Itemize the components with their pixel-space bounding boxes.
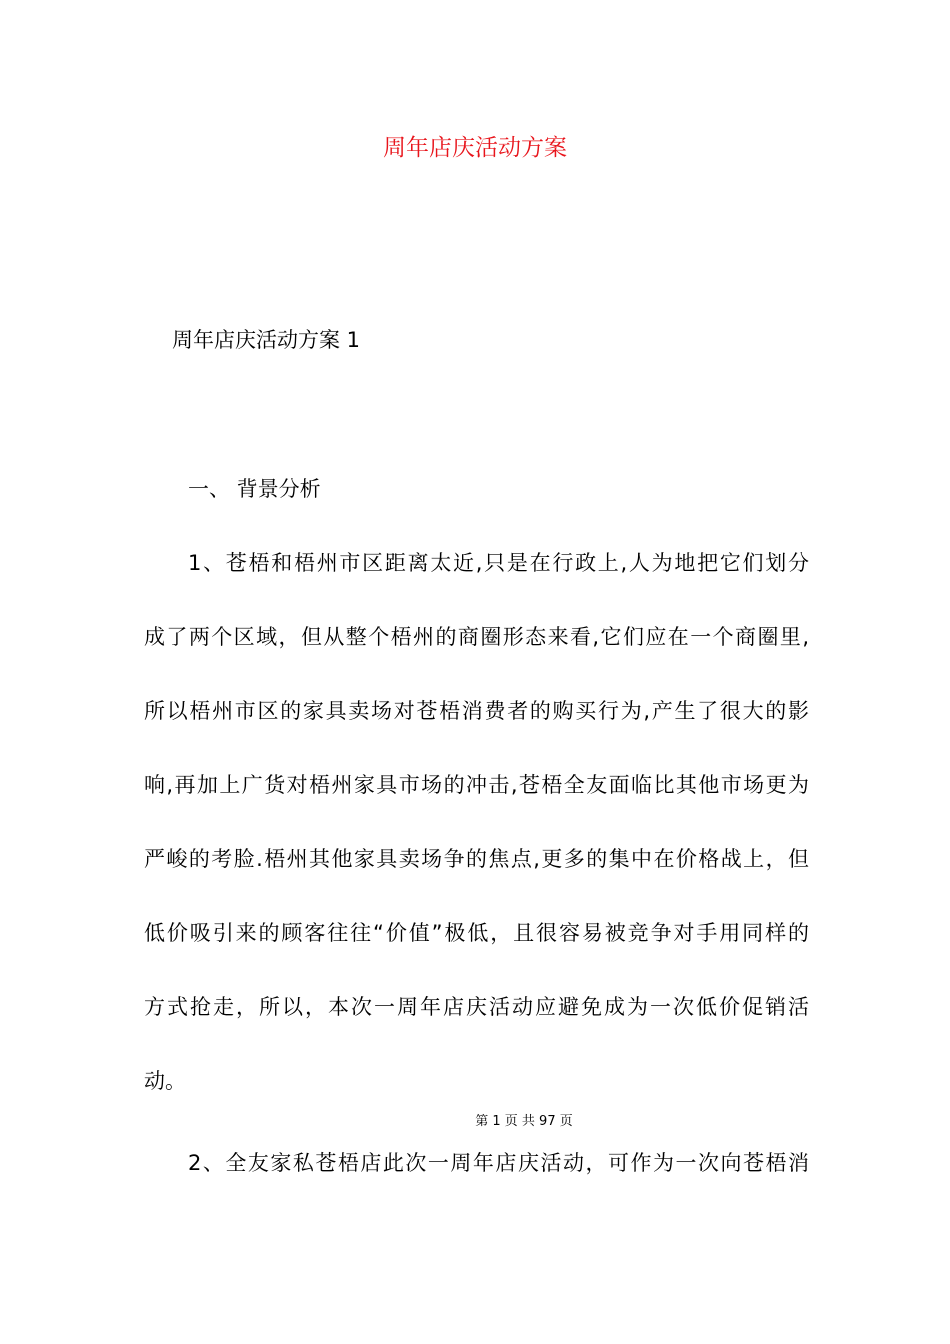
paragraph-line: 动。 xyxy=(144,1069,186,1093)
paragraph-line: 低价吸引来的顾客往往“价值”极低，且很容易被竞争对手用同样的 xyxy=(144,921,809,945)
paragraph-line: 2、全友家私苍梧店此次一周年店庆活动，可作为一次向苍梧消 xyxy=(188,1151,809,1175)
paragraph-line: 方式抢走，所以，本次一周年店庆活动应避免成为一次低价促销活 xyxy=(144,995,809,1019)
paragraph-1 xyxy=(144,548,809,1140)
page-footer: 第 1 页 共 97 页 xyxy=(475,1114,573,1129)
paragraph-line: 所以梧州市区的家具卖场对苍梧消费者的购买行为,产生了很大的影 xyxy=(144,699,809,723)
paragraph-line: 响,再加上广货对梧州家具市场的冲击,苍梧全友面临比其他市场更为 xyxy=(144,773,809,797)
paragraph-line: 成了两个区域，但从整个梧州的商圈形态来看,它们应在一个商圈里, xyxy=(144,625,809,649)
paragraph-line: 1、苍梧和梧州市区距离太近,只是在行政上,人为地把它们划分 xyxy=(188,551,809,575)
background-analysis-heading: 一、 背景分析 xyxy=(188,477,321,501)
paragraph-2 xyxy=(144,1148,809,1222)
section-title: 周年店庆活动方案 1 xyxy=(172,328,361,352)
document-title: 周年店庆活动方案 xyxy=(383,135,567,161)
paragraph-line: 严峻的考脸.梧州其他家具卖场争的焦点,更多的集中在价格战上，但 xyxy=(144,847,809,871)
